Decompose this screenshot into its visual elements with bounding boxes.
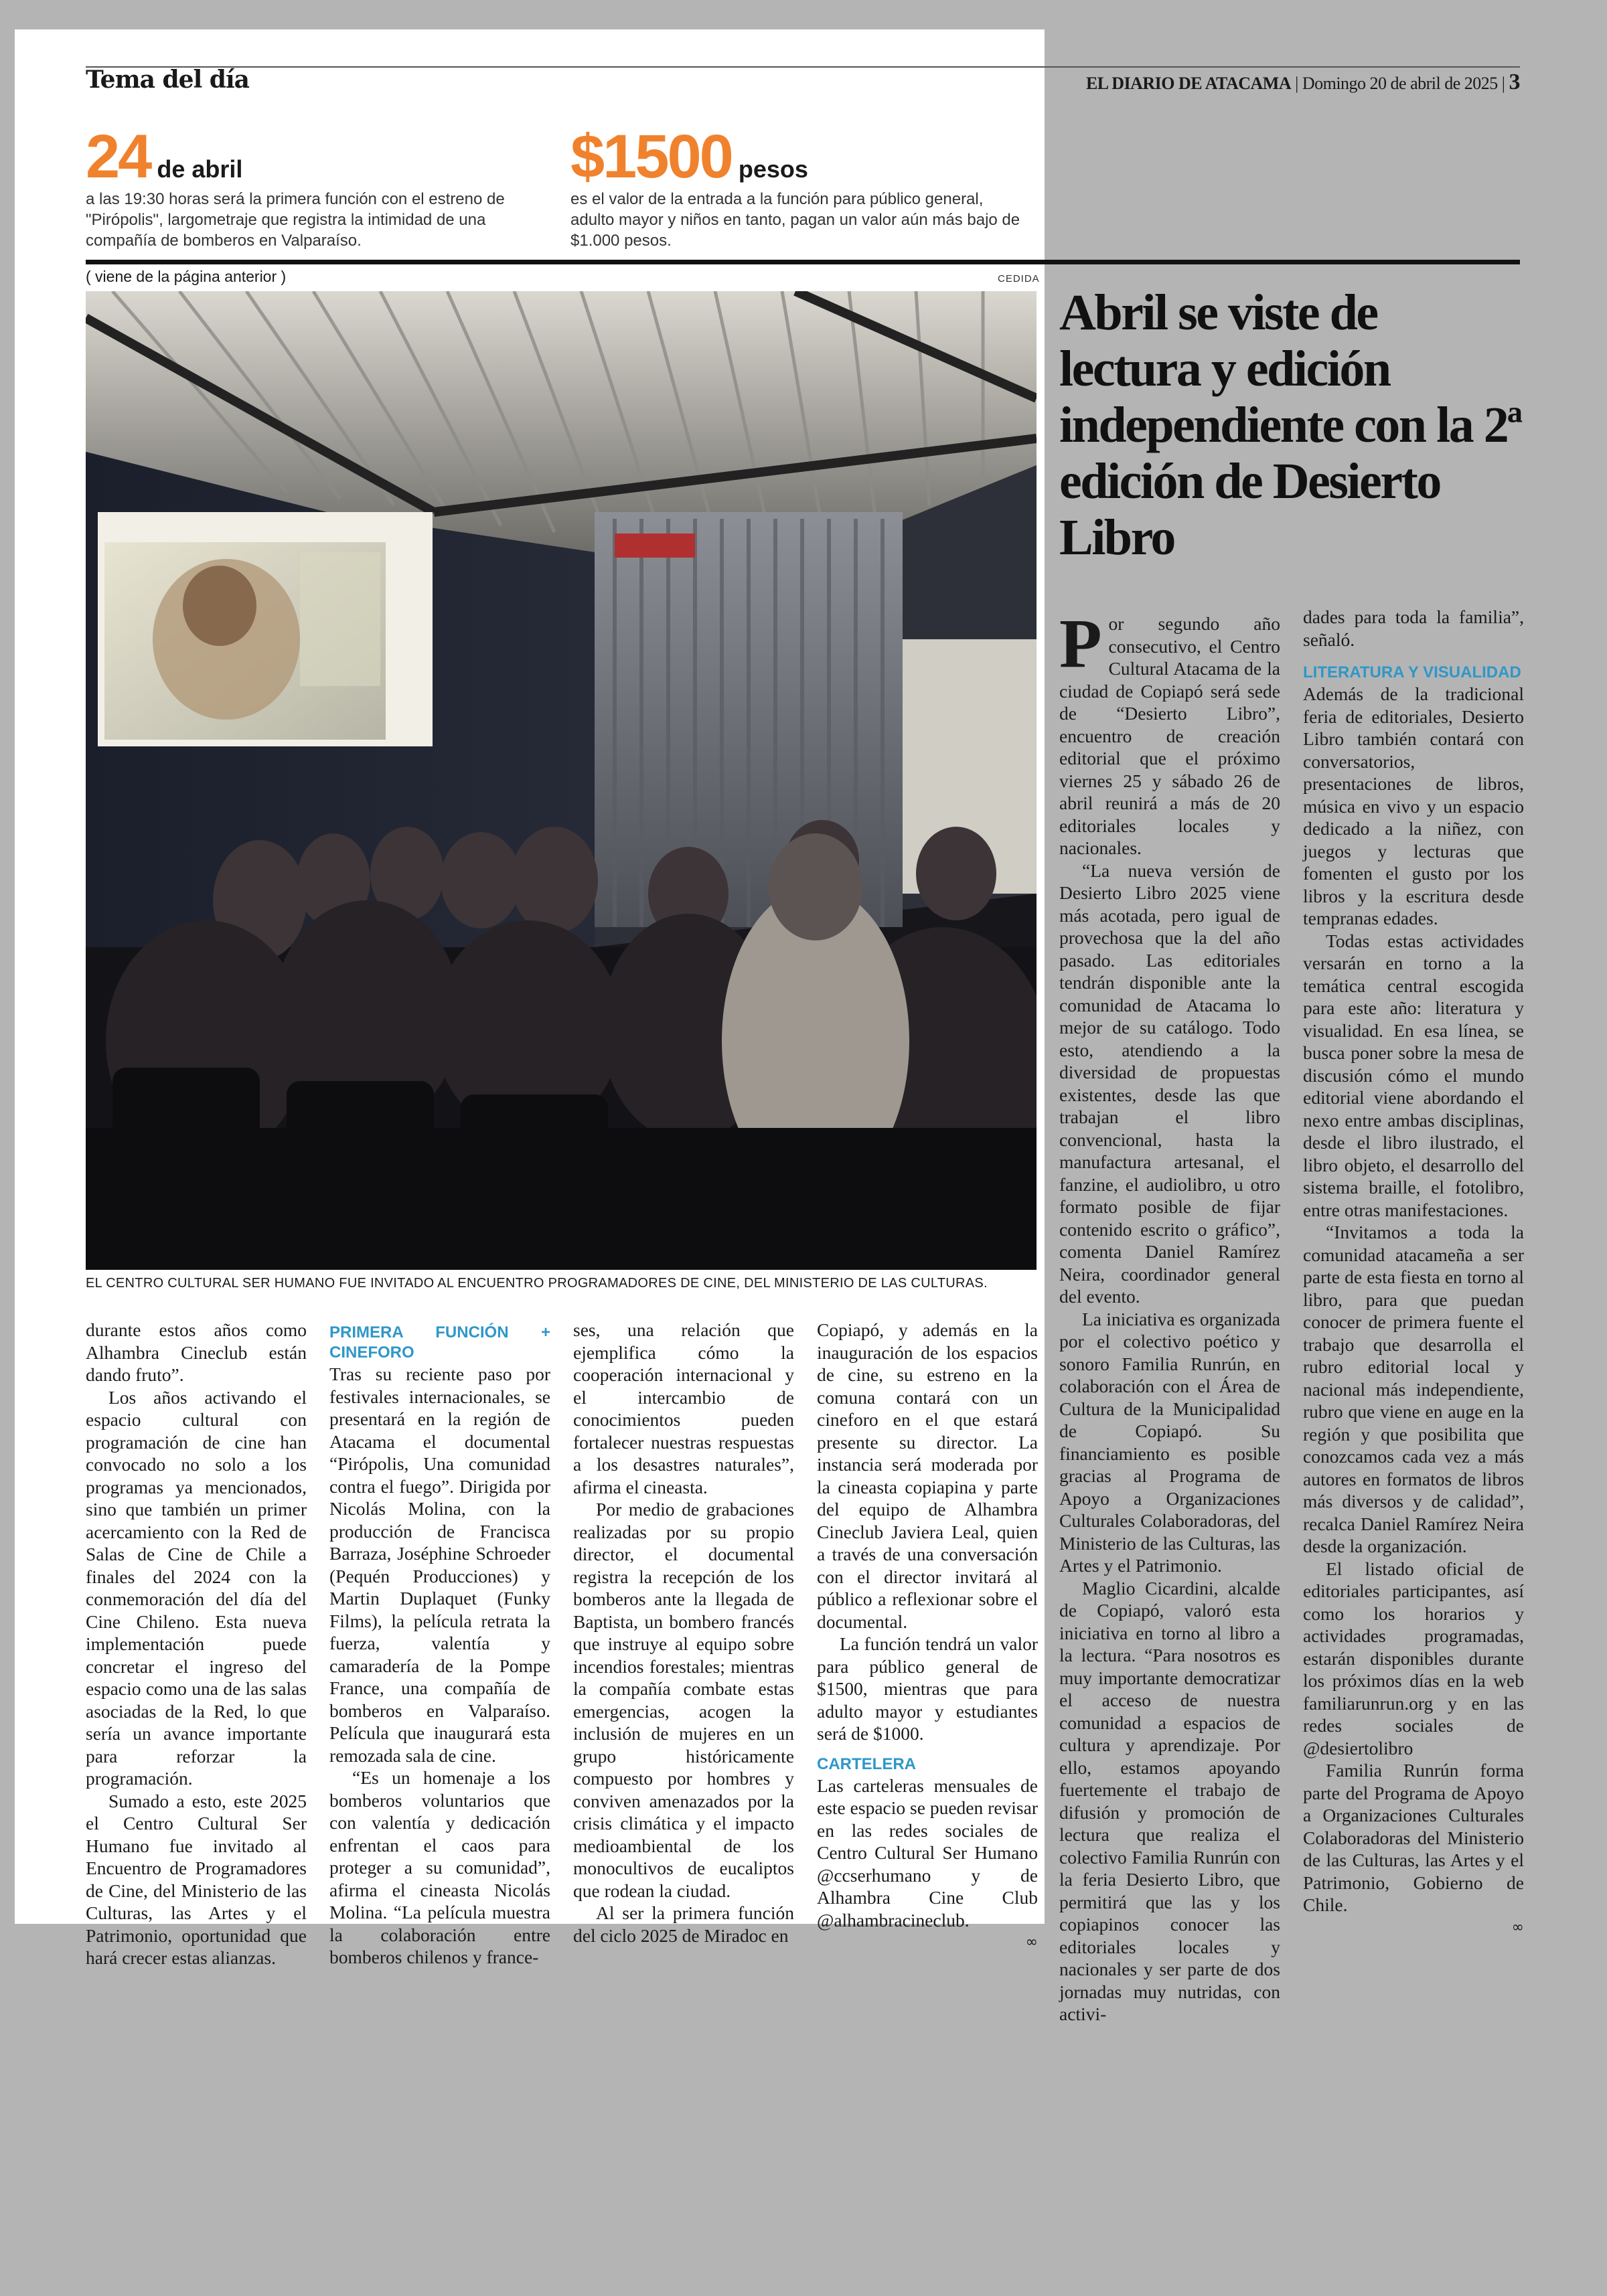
fact-heading xyxy=(86,122,554,191)
paragraph: “La nueva versión de Desierto Libro 2025 viene más acotada, pero igual de provechosa que la del año pasado. Las editoriales tendrán disponible ante la comunidad de Atacama lo mejor de su catálogo. Todo esto, atendiendo a la diversidad de propuestas existentes, desde las que trabajan el libro convencional, hasta la manufactura artesanal, el fanzine, el audiolibro, u otro formato posible de fijar contenido escrito o gráfico”, comenta Daniel Ramírez Neira, coordinador general del evento. xyxy=(1059,859,1280,1307)
paragraph: Al ser la primera función del ciclo 2025 de Miradoc en xyxy=(573,1902,794,1946)
paragraph: El listado oficial de editoriales participantes, así como los horarios y actividades programadas, estarán disponibles durante los próximos días en la web familiarunrun.org y en las redes sociales de @desiertolibro xyxy=(1303,1558,1524,1758)
header-rule xyxy=(86,66,1520,68)
cinema-photo-illustration xyxy=(86,291,1037,1270)
continued-note: ( viene de la página anterior ) xyxy=(86,268,287,285)
paragraph: Maglio Cicardini, alcalde de Copiapó, valoró esta iniciativa en torno al libro a la lectura. “Para nosotros es muy importante democratizar el acceso de nuestra comunidad a espacios de cultura y aprendizaje. Por ello, estamos apoyando fuertemente el trabajo de difusión y promoción de lectura que realiza el colectivo Familia Runrún con la feria Desierto Libro, que permitirá que las y los copiapinos conocer las editoriales locales y nacionales y ser parte de dos jornadas muy nutridas, con activi- xyxy=(1059,1577,1280,2024)
section-title: Tema del día xyxy=(86,66,249,94)
paragraph: ses, una relación que ejemplifica cómo la cooperación internacional y el intercambio de conocimientos pueden fortalecer nuestras respuestas a los desastres naturales”, afirma el cineasta. xyxy=(573,1319,794,1497)
photo-credit: CEDIDA xyxy=(998,273,1040,284)
header-info xyxy=(1086,70,1520,95)
fact-text: es el valor de la entrada a la función para público general, adulto mayor y niños en tanto, pagan un valor aún más bajo de $1.000 pesos. xyxy=(570,190,1020,250)
subheading: LITERATURA Y VISUALIDAD xyxy=(1303,663,1521,681)
paragraph: dades para toda la familia”, señaló. xyxy=(1303,606,1524,650)
paragraph: durante estos años como Alhambra Cineclub están dando fruto”. xyxy=(86,1319,307,1385)
subheading: PRIMERA FUNCIÓN + CINEFORO xyxy=(329,1323,550,1362)
headline: Abril se viste de lectura y edición independiente con la 2ª edición de Desierto Libro xyxy=(1059,284,1521,566)
article1-column-3 xyxy=(573,1319,794,1947)
paragraph: Además de la tradicional feria de editoriales, Desierto Libro también contará con conversatorios, presentaciones de libros, música en vivo y un espacio dedicado a la niñez, con juegos y lecturas que fomenten el gusto por los libros y la escritura desde tempranas edades. xyxy=(1303,683,1524,928)
fact-heading xyxy=(570,122,1026,191)
paragraph: Copiapó, y además en la inauguración de los espacios de cine, su estreno en la comuna contará con un cineforo en el que estará presente su director. La instancia será moderada por la cineasta copiapina y parte del equipo de Alhambra Cineclub Javiera Leal, quien a través de una conversación con el director invitará al público a reflexionar sobre el documental. xyxy=(817,1319,1038,1632)
fact-number: $1500 xyxy=(570,122,732,191)
paragraph: La iniciativa es organizada por el colectivo poético y sonoro Familia Runrún, en colaboración con el Área de Cultura de la Municipalidad de Copiapó. Su financiamiento es posible gracias al Programa de Apoyo a Organizaciones Culturales Colaboradoras, del Ministerio de las Culturas, las Artes y el Patrimonio. xyxy=(1059,1308,1280,1576)
photo-caption: EL CENTRO CULTURAL SER HUMANO FUE INVITADO AL ENCUENTRO PROGRAMADORES DE CINE, DEL MINISTERIO DE LAS CULTURAS. xyxy=(86,1276,988,1291)
end-mark-icon: ∞ xyxy=(1511,1918,1524,1936)
fact-unit: pesos xyxy=(738,155,808,183)
article1-column-2 xyxy=(329,1319,550,1969)
page-number: 3 xyxy=(1509,70,1520,94)
newspaper-name: EL DIARIO DE ATACAMA xyxy=(1085,74,1292,93)
cinema-photo xyxy=(86,291,1037,1270)
paragraph: Tras su reciente paso por festivales internacionales, se presentará en la región de Atacama el documental “Pirópolis, Una comunidad contra el fuego”. Dirigida por Nicolás Molina, con la producción de Francisca Barraza, Joséphine Schroeder (Pequén Producciones) y Martin Duplaquet (Funky Films), la película retrata la fuerza, valentía y camaradería de la Pompe France, una compañía de bomberos en Valparaíso. Película que inaugurará esta remozada sala de cine. xyxy=(329,1364,550,1766)
fact-unit: de abril xyxy=(157,155,243,183)
article1-column-1 xyxy=(86,1319,307,1969)
end-mark-icon: ∞ xyxy=(1025,1934,1038,1951)
fact-text: a las 19:30 horas será la primera función con el estreno de "Pirópolis", largometraje que registra la intimidad de una compañía de bomberos en Valparaíso. xyxy=(86,190,505,250)
article1-column-4 xyxy=(817,1319,1038,1954)
paragraph: Las carteleras mensuales de este espacio se pueden revisar en las redes sociales de Centro Cultural Ser Humano @ccserhumano y de Alhambra Cine Club @alhambracineclub. xyxy=(817,1775,1038,1931)
lead-text: or segundo año consecutivo, el Centro Cultural Atacama de la ciudad de Copiapó será sede de “Desierto Libro”, encuentro de creación editorial que el próximo viernes 25 y sábado 26 de abril reunirá a más de 20 editoriales locales y nacionales. xyxy=(1059,613,1280,858)
section-divider xyxy=(86,260,1520,264)
paragraph: “Es un homenaje a los bomberos voluntarios que con valentía y dedicación enfrentan el caos para proteger a su comunidad”, afirma el cineasta Nicolás Molina. “La película muestra la colaboración entre bomberos chilenos y france- xyxy=(329,1767,550,1967)
article2-column-2 xyxy=(1303,606,1524,1939)
paragraph: Por medio de grabaciones realizadas por su propio director, el documental registra la recepción de los bomberos ante la llegada de Baptista, un bombero francés que instruye al equipo sobre incendios forestales; mientras la compañía combate estas emergencias, acogen la inclusión de mujeres en un grupo históricamente compuesto por hombres y conviven amenazados por la crisis climática y el impacto medioambiental de los monocultivos de eucaliptos que rodean la ciudad. xyxy=(573,1499,794,1901)
header-date: Domingo 20 de abril de 2025 xyxy=(1302,74,1498,93)
paragraph: Los años activando el espacio cultural con programación de cine han convocado no solo a los programas ya mencionados, sino que también un primer acercamiento con la Red de Salas de Cine de Chile a finales del 2024 con la conmemoración del día del Cine Chileno. Esta nueva implementación puede concretar el ingreso del espacio como una de las salas asociadas de la Red, lo que sería un avance importante para reforzar la programación. xyxy=(86,1386,307,1789)
lead-paragraph xyxy=(1059,605,1280,859)
subheading: CARTELERA xyxy=(817,1754,916,1773)
paragraph: Sumado a esto, este 2025 el Centro Cultural Ser Humano fue invitado al Encuentro de Programadores de Cine, del Ministerio de las Culturas, las Artes y el Patrimonio, oportunidad que hará crecer estas alianzas. xyxy=(86,1790,307,1968)
fact-box-date xyxy=(86,122,554,252)
header-separator: | xyxy=(1295,74,1302,93)
drop-cap: P xyxy=(1059,605,1102,682)
header-separator: | xyxy=(1501,74,1509,93)
paragraph: Todas estas actividades versarán en torno a la temática central escogida para este año: literatura y visualidad. En esa línea, se busca poner sobre la mesa de discusión cómo el mundo editorial viene abordando el nexo entre ambas disciplinas, desde el libro ilustrado, el libro objeto, el desarrollo del sistema braille, el fotolibro, entre otras manifestaciones. xyxy=(1303,930,1524,1220)
fact-number: 24 xyxy=(86,122,151,191)
fact-box-price xyxy=(570,122,1026,252)
paragraph: Familia Runrún forma parte del Programa de Apoyo a Organizaciones Culturales Colaboradoras del Ministerio de las Culturas, las Artes y el Patrimonio, Gobierno de Chile. xyxy=(1303,1760,1524,1915)
paragraph: La función tendrá un valor para público general de $1500, mientras que para adulto mayor y estudiantes será de $1000. xyxy=(817,1633,1038,1744)
article2-column-1 xyxy=(1059,605,1280,2026)
paragraph: “Invitamos a toda la comunidad atacameña a ser parte de esta fiesta en torno al libro, para que puedan conocer de primera fuente el trabajo que desarrolla el rubro editorial local y nacional más independiente, rubro que viene en auge en la región y que posibilita que conozcamos cada vez a más autores en formatos de libros más diversos y de calidad”, recalca Daniel Ramírez Neira desde la organización. xyxy=(1303,1222,1524,1556)
